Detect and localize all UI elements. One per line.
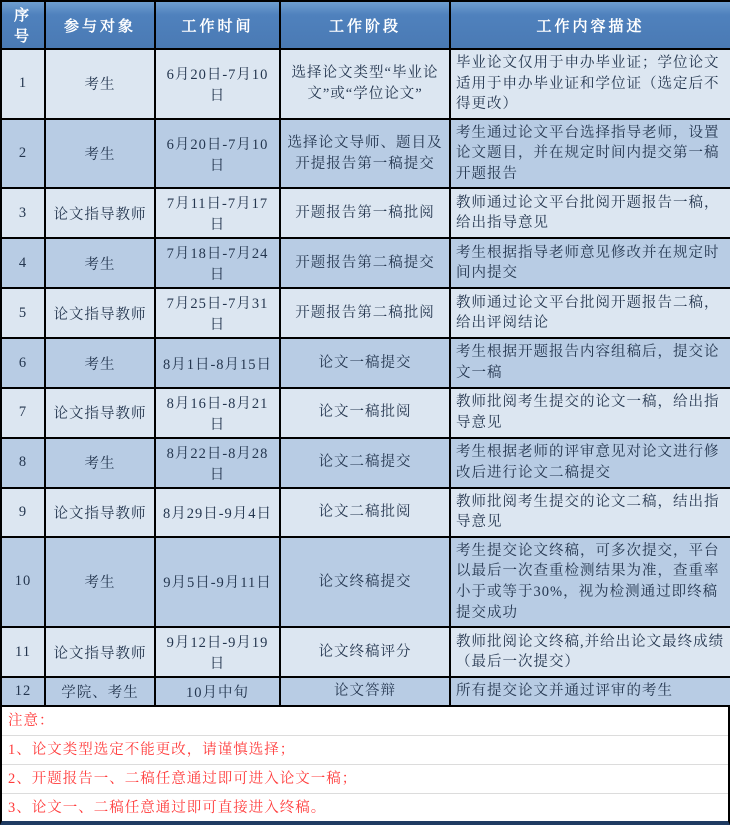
- table-row: [1, 49, 730, 119]
- cell-description: 考生根据开题报告内容组稿后，提交论文一稿: [450, 338, 730, 387]
- table-header-row: [1, 1, 730, 49]
- table-row: [1, 288, 730, 338]
- header-cell-participant: 参与对象: [45, 1, 155, 49]
- table-row: [1, 188, 730, 238]
- cell-description: 考生根据老师的评审意见对论文进行修改后进行论文二稿提交: [450, 438, 730, 488]
- table-row: [1, 677, 730, 706]
- cell-number: 10: [1, 537, 45, 627]
- cell-description: 教师通过论文平台批阅开题报告二稿，给出评阅结论: [450, 288, 730, 338]
- header-cell-description: 工作内容描述: [450, 1, 730, 49]
- cell-description: 教师批阅考生提交的论文二稿，结出指导意见: [450, 488, 730, 537]
- cell-stage: 论文二稿提交: [280, 438, 450, 488]
- cell-stage: 论文终稿提交: [280, 537, 450, 627]
- note-item: 2、开题报告一、二稿任意通过即可进入论文一稿；: [2, 765, 728, 794]
- cell-description: 所有提交论文并通过评审的考生: [450, 677, 730, 706]
- cell-stage: 论文一稿批阅: [280, 388, 450, 438]
- cell-participant: 考生: [45, 238, 155, 288]
- cell-stage: 论文终稿评分: [280, 627, 450, 677]
- notes-title: 注意：: [2, 707, 728, 736]
- header-cell-stage: 工作阶段: [280, 1, 450, 49]
- cell-worktime: 7月25日-7月31日: [155, 288, 280, 338]
- cell-number: 12: [1, 677, 45, 706]
- table-row: [1, 488, 730, 537]
- cell-participant: 学院、考生: [45, 677, 155, 706]
- cell-description: 考生提交论文终稿，可多次提交，平台以最后一次查重检测结果为准，查重率小于或等于30%，视为检测通过即终稿提交成功: [450, 537, 730, 627]
- cell-stage: 论文二稿批阅: [280, 488, 450, 537]
- cell-worktime: 8月16日-8月21日: [155, 388, 280, 438]
- cell-number: 5: [1, 288, 45, 338]
- cell-participant: 论文指导教师: [45, 627, 155, 677]
- cell-participant: 论文指导教师: [45, 488, 155, 537]
- table-row: [1, 119, 730, 189]
- cell-stage: 选择论文导师、题目及开提报告第一稿提交: [280, 119, 450, 189]
- cell-participant: 考生: [45, 49, 155, 119]
- cell-participant: 考生: [45, 438, 155, 488]
- cell-participant: 论文指导教师: [45, 288, 155, 338]
- table-row: [1, 388, 730, 438]
- cell-number: 1: [1, 49, 45, 119]
- cell-stage: 开题报告第一稿批阅: [280, 188, 450, 238]
- cell-number: 7: [1, 388, 45, 438]
- note-item: 3、论文一、二稿任意通过即可直接进入终稿。: [8, 799, 327, 816]
- cell-stage: 开题报告第二稿提交: [280, 238, 450, 288]
- cell-participant: 考生: [45, 338, 155, 387]
- cell-worktime: 6月20日-7月10日: [155, 49, 280, 119]
- cell-description: 教师批阅论文终稿,并给出论文最终成绩（最后一次提交）: [450, 627, 730, 677]
- cell-number: 9: [1, 488, 45, 537]
- cell-participant: 论文指导教师: [45, 388, 155, 438]
- header-cell-number: 序号: [1, 1, 45, 49]
- cell-worktime: 8月22日-8月28日: [155, 438, 280, 488]
- cell-stage: 论文答辩: [280, 677, 450, 706]
- table-row: [1, 627, 730, 677]
- cell-number: 6: [1, 338, 45, 387]
- cell-number: 8: [1, 438, 45, 488]
- table-row: [1, 438, 730, 488]
- header-cell-worktime: 工作时间: [155, 1, 280, 49]
- cell-number: 2: [1, 119, 45, 189]
- cell-description: 教师批阅考生提交的论文一稿，给出指导意见: [450, 388, 730, 438]
- cell-worktime: 7月18日-7月24日: [155, 238, 280, 288]
- cell-stage: 开题报告第二稿批阅: [280, 288, 450, 338]
- cell-participant: 论文指导教师: [45, 188, 155, 238]
- notes-section: [0, 707, 730, 825]
- cell-description: 考生通过论文平台选择指导老师，设置论文题目，并在规定时间内提交第一稿开题报告: [450, 119, 730, 189]
- cell-worktime: 9月12日-9月19日: [155, 627, 280, 677]
- cell-description: 毕业论文仅用于申办毕业证；学位论文适用于申办毕业证和学位证（选定后不得更改）: [450, 49, 730, 119]
- cell-description: 教师通过论文平台批阅开题报告一稿，给出指导意见: [450, 188, 730, 238]
- cell-participant: 考生: [45, 119, 155, 189]
- note-item: 1、论文类型选定不能更改，请谨慎选择；: [2, 736, 728, 765]
- table-row: [1, 537, 730, 627]
- cell-description: 考生根据指导老师意见修改并在规定时间内提交: [450, 238, 730, 288]
- cell-number: 11: [1, 627, 45, 677]
- cell-stage: 论文一稿提交: [280, 338, 450, 387]
- cell-worktime: 8月29日-9月4日: [155, 488, 280, 537]
- cell-participant: 考生: [45, 537, 155, 627]
- cell-worktime: 9月5日-9月11日: [155, 537, 280, 627]
- table-row: [1, 238, 730, 288]
- cell-stage: 选择论文类型“毕业论文”或“学位论文”: [280, 49, 450, 119]
- cell-number: 4: [1, 238, 45, 288]
- cell-worktime: 8月1日-8月15日: [155, 338, 280, 387]
- cell-worktime: 7月11日-7月17日: [155, 188, 280, 238]
- cell-worktime: 6月20日-7月10日: [155, 119, 280, 189]
- cell-number: 3: [1, 188, 45, 238]
- cell-worktime: 10月中旬: [155, 677, 280, 706]
- table-row: [1, 338, 730, 387]
